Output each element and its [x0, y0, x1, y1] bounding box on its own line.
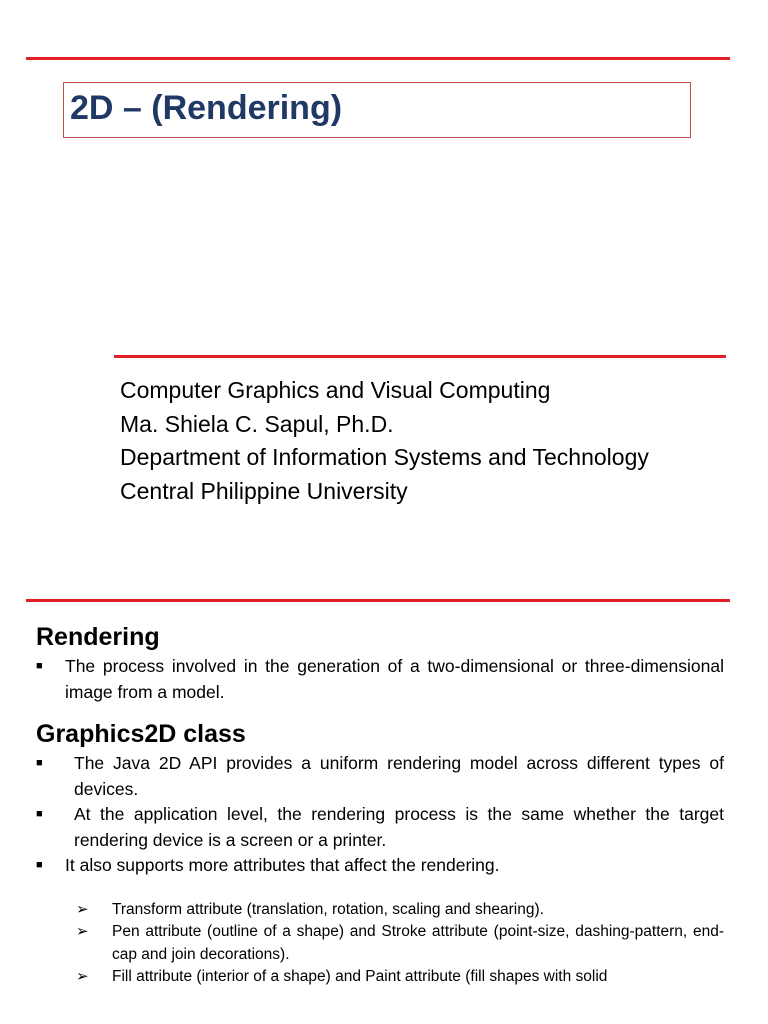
slide2-top-red-rule: [26, 599, 730, 602]
heading-graphics2d: Graphics2D class: [36, 720, 246, 748]
department-name: Department of Information Systems and Technology: [120, 444, 649, 470]
university-name: Central Philippine University: [120, 477, 408, 504]
list-item: [36, 654, 724, 705]
course-name: Computer Graphics and Visual Computing: [120, 377, 551, 403]
arrow-bullet-icon: ➢: [76, 968, 89, 985]
attribute-text: Transform attribute (translation, rotation, scaling and shearing).: [112, 900, 544, 918]
bullet-text: At the application level, the rendering process is the same whether the target rendering device is a screen or a printer.: [74, 804, 724, 850]
content-slide: [0, 590, 768, 1024]
subtitle-red-rule: [114, 355, 726, 358]
list-item: [76, 899, 724, 922]
heading-rendering: Rendering: [36, 623, 160, 651]
square-bullet-icon: ■: [36, 660, 43, 672]
slide-title: 2D – (Rendering): [70, 89, 343, 127]
list-item: [36, 802, 724, 853]
list-item: [76, 966, 724, 989]
attribute-list: [36, 899, 724, 989]
subtitle-block: [120, 374, 740, 508]
square-bullet-icon: ■: [36, 859, 43, 871]
arrow-bullet-icon: ➢: [76, 900, 89, 918]
title-box: [63, 82, 691, 138]
bullet-text: It also supports more attributes that affect the rendering.: [65, 855, 500, 875]
attribute-text: Fill attribute (interior of a shape) and Paint attribute (fill shapes with solid: [112, 968, 608, 985]
arrow-bullet-icon: ➢: [76, 923, 89, 940]
list-item: [76, 921, 724, 966]
attribute-text: Pen attribute (outline of a shape) and Stroke attribute (point-size, dashing-pattern, end-cap and join decorations).: [112, 923, 724, 963]
top-red-rule: [26, 57, 730, 60]
list-item: [36, 853, 724, 879]
author-name: Ma. Shiela C. Sapul, Ph.D.: [120, 410, 394, 437]
bullet-text: The Java 2D API provides a uniform rendering model across different types of devices.: [74, 753, 724, 799]
square-bullet-icon: ■: [36, 808, 43, 820]
square-bullet-icon: ■: [36, 757, 43, 769]
list-item: [36, 751, 724, 802]
slide2-content: [36, 620, 724, 989]
bullet-text: The process involved in the generation of a two-dimensional or three-dimensional image from a model.: [65, 656, 724, 702]
